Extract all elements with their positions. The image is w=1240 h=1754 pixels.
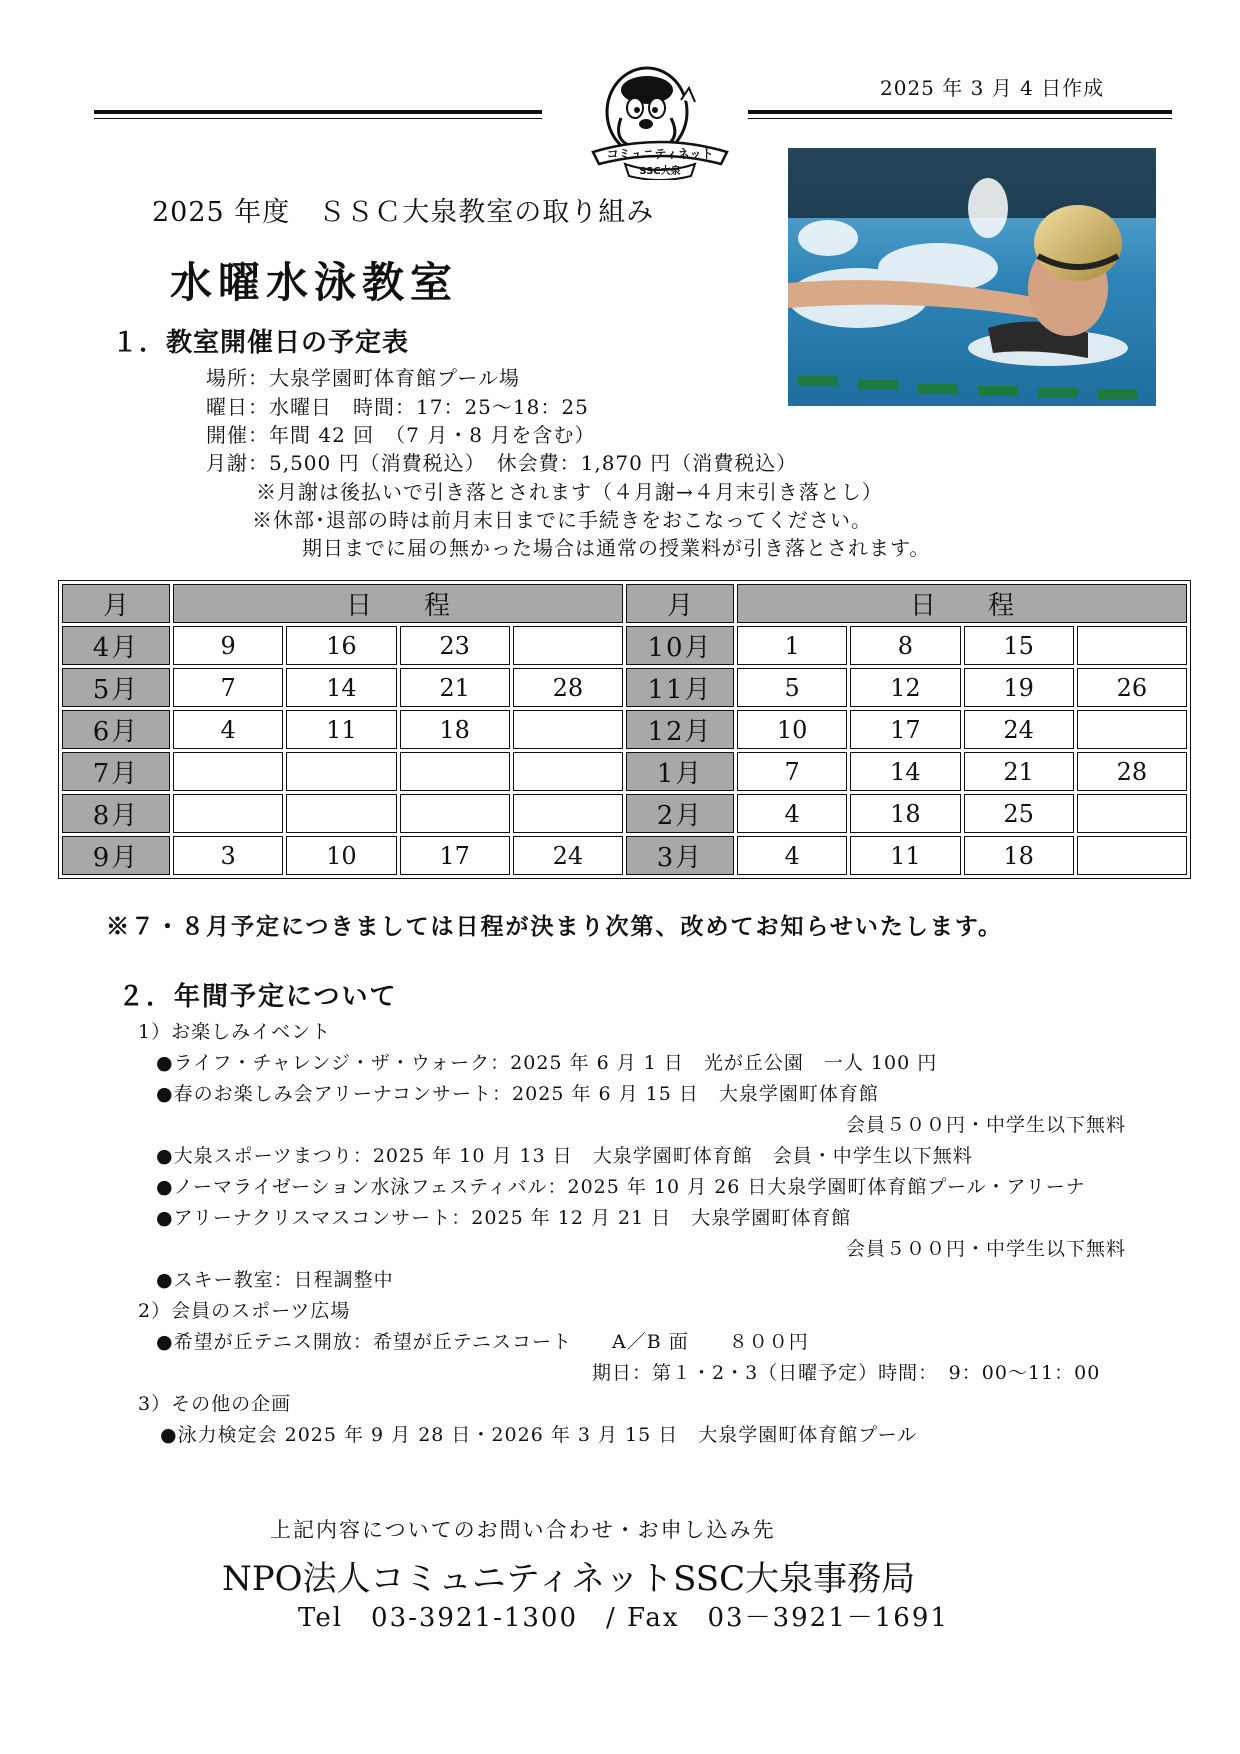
contact-intro: 上記内容についてのお問い合わせ・お申し込み先 [270, 1518, 776, 1542]
day-cell: 14 [850, 752, 960, 791]
day-cell: 18 [964, 836, 1074, 875]
day-cell: 24 [964, 710, 1074, 749]
day-cell: 8 [850, 626, 960, 665]
event-category-sports: 2）会員のスポーツ広場 [138, 1300, 351, 1322]
event-item: ●ノーマライゼーション水泳フェスティバル：2025 年 10 月 26 日大泉学園町体育館プール・アリーナ [156, 1176, 1086, 1198]
day-cell: 15 [964, 626, 1074, 665]
days-header: 日 程 [737, 584, 1187, 623]
event-item: ●春のお楽しみ会アリーナコンサート：2025 年 6 月 15 日 大泉学園町体育館 [156, 1083, 879, 1105]
header-rule-left-thin [94, 118, 542, 119]
day-cell [513, 752, 623, 791]
day-cell: 9 [173, 626, 283, 665]
month-header: 月 [626, 584, 734, 623]
day-cell [173, 794, 283, 833]
day-cell [400, 794, 510, 833]
day-cell: 10 [286, 836, 396, 875]
info-day-time: 曜日：水曜日 時間：17：25～18：25 [206, 395, 589, 419]
day-cell: 14 [286, 668, 396, 707]
info-note-withdrawal: ※休部･退部の時は前月末日までに手続きをおこなってください。 [252, 508, 872, 532]
contact-organization: NPO法人コミュニティネットSSC大泉事務局 [222, 1559, 916, 1599]
day-cell [1077, 794, 1187, 833]
day-cell [173, 752, 283, 791]
day-cell: 19 [964, 668, 1074, 707]
day-cell [1077, 710, 1187, 749]
info-fees: 月謝：5,500 円（消費税込） 休会費：1,870 円（消費税込） [206, 451, 798, 475]
day-cell: 26 [1077, 668, 1187, 707]
document-title: 水曜水泳教室 [170, 258, 459, 307]
logo-text-top: コミュニティネット [606, 147, 714, 161]
info-sessions: 開催：年間 42 回 （7 月・8 月を含む） [206, 423, 596, 447]
event-item: ●泳力検定会 2025 年 9 月 28 日・2026 年 3 月 15 日 大泉学園町体育館プール [160, 1424, 918, 1446]
day-cell [513, 710, 623, 749]
month-cell: 1月 [626, 752, 734, 791]
event-item: ●スキー教室：日程調整中 [156, 1269, 394, 1291]
month-cell: 11月 [626, 668, 734, 707]
month-cell: 3月 [626, 836, 734, 875]
day-cell [1077, 836, 1187, 875]
header-rule-left [94, 110, 542, 114]
day-cell: 11 [286, 710, 396, 749]
month-cell: 7月 [62, 752, 170, 791]
day-cell: 23 [400, 626, 510, 665]
info-note-payment: ※月謝は後払いで引き落とされます（４月謝→４月末引き落とし） [256, 480, 883, 504]
day-cell [400, 752, 510, 791]
contact-phone-fax: Tel 03-3921-1300 / Fax 03－3921－1691 [298, 1603, 949, 1633]
day-cell [286, 752, 396, 791]
schedule-header-row [62, 584, 1187, 623]
day-cell: 25 [964, 794, 1074, 833]
swimmer-photo [788, 148, 1156, 406]
month-cell: 8月 [62, 794, 170, 833]
month-cell: 5月 [62, 668, 170, 707]
day-cell: 21 [964, 752, 1074, 791]
event-item: ●大泉スポーツまつり：2025 年 10 月 13 日 大泉学園町体育館 会員・中学生以下無料 [156, 1145, 973, 1167]
day-cell: 17 [850, 710, 960, 749]
month-cell: 12月 [626, 710, 734, 749]
day-cell: 10 [737, 710, 847, 749]
event-category-other: 3）その他の企画 [138, 1393, 292, 1415]
event-item: ●希望が丘テニス開放：希望が丘テニスコート A／B 面 ８００円 [156, 1331, 809, 1353]
month-cell: 4月 [62, 626, 170, 665]
day-cell: 4 [737, 794, 847, 833]
mascot-logo [585, 60, 735, 180]
header-rule-right [748, 110, 1172, 114]
event-category-fun: 1）お楽しみイベント [138, 1021, 332, 1043]
day-cell: 3 [173, 836, 283, 875]
day-cell [1077, 626, 1187, 665]
month-cell: 10月 [626, 626, 734, 665]
event-item: ●ライフ・チャレンジ・ザ・ウォーク：2025 年 6 月 1 日 光が丘公園 一人 100 円 [156, 1052, 938, 1074]
day-cell: 12 [850, 668, 960, 707]
day-cell: 5 [737, 668, 847, 707]
day-cell: 4 [737, 836, 847, 875]
day-cell: 28 [1077, 752, 1187, 791]
schedule-row [62, 626, 1187, 665]
day-cell: 24 [513, 836, 623, 875]
month-cell: 6月 [62, 710, 170, 749]
schedule-row [62, 710, 1187, 749]
month-header: 月 [62, 584, 170, 623]
schedule-row [62, 752, 1187, 791]
day-cell: 1 [737, 626, 847, 665]
july-august-note: ※７・８月予定につきましては日程が決まり次第、改めてお知らせいたします。 [106, 913, 1004, 940]
info-location: 場所：大泉学園町体育館プール場 [206, 366, 520, 390]
day-cell: 7 [173, 668, 283, 707]
day-cell: 11 [850, 836, 960, 875]
section2-heading: ２．年間予定について [118, 982, 398, 1012]
day-cell: 18 [400, 710, 510, 749]
event-schedule-note: 期日：第１・2・3（日曜予定）時間： 9：00～11：00 [592, 1362, 1101, 1384]
day-cell: 4 [173, 710, 283, 749]
day-cell [513, 626, 623, 665]
day-cell [513, 794, 623, 833]
day-cell: 17 [400, 836, 510, 875]
schedule-row [62, 836, 1187, 875]
document-subtitle: 2025 年度 ＳＳＣ大泉教室の取り組み [152, 197, 655, 228]
section1-heading: １．教室開催日の予定表 [112, 328, 410, 358]
info-note-deadline: 期日までに届の無かった場合は通常の授業料が引き落とされます。 [302, 536, 931, 560]
event-fee-note: 会員５００円・中学生以下無料 [846, 1114, 1127, 1136]
day-cell: 7 [737, 752, 847, 791]
event-item: ●アリーナクリスマスコンサート：2025 年 12 月 21 日 大泉学園町体育館 [156, 1207, 852, 1229]
month-cell: 2月 [626, 794, 734, 833]
month-cell: 9月 [62, 836, 170, 875]
day-cell: 21 [400, 668, 510, 707]
days-header: 日 程 [173, 584, 623, 623]
schedule-row [62, 794, 1187, 833]
header-rule-right-thin [748, 118, 1172, 119]
day-cell [286, 794, 396, 833]
day-cell: 16 [286, 626, 396, 665]
day-cell: 18 [850, 794, 960, 833]
event-fee-note: 会員５００円・中学生以下無料 [846, 1238, 1127, 1260]
schedule-row [62, 668, 1187, 707]
logo-text-bottom: SSC大泉 [639, 166, 681, 177]
schedule-table [58, 580, 1191, 879]
document-date: 2025 年 3 月 4 日作成 [880, 76, 1105, 100]
day-cell: 28 [513, 668, 623, 707]
